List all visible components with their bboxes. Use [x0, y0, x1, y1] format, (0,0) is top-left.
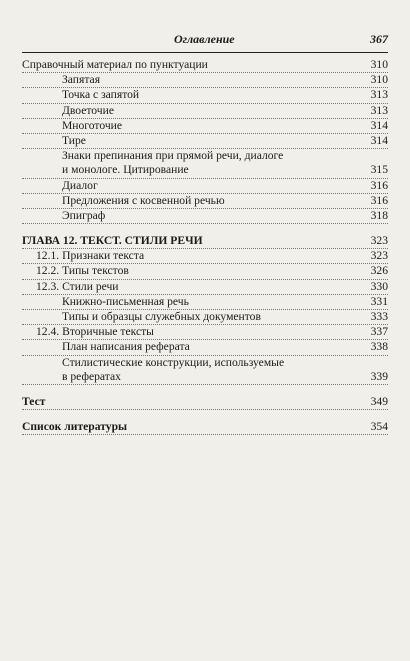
toc-entry-line-1	[22, 149, 388, 163]
toc-entry-label: Знаки препинания при прямой речи, диалоге	[62, 149, 284, 163]
toc-entry-label: Многоточие	[62, 118, 123, 132]
section-gap	[22, 385, 388, 395]
toc-chapter-label: ГЛАВА 12. ТЕКСТ. СТИЛИ РЕЧИ	[22, 234, 203, 248]
toc-entry	[22, 58, 388, 73]
toc-entry-page: 318	[370, 208, 388, 222]
toc-entry	[22, 104, 388, 119]
toc-entry	[22, 295, 388, 310]
toc-entry-label: Стилистические конструкции, используемые	[62, 355, 285, 369]
toc-entry	[22, 325, 388, 340]
toc-entry	[22, 370, 388, 385]
toc-entry-page: 315	[370, 163, 388, 177]
toc-entry	[22, 310, 388, 325]
page-number: 367	[370, 32, 388, 46]
toc-entry	[22, 194, 388, 209]
toc-entry-label: План написания реферата	[62, 340, 190, 354]
toc-entry-page: 354	[370, 420, 388, 434]
toc-entry-page: 337	[370, 325, 388, 339]
toc-entry-label: Точка с запятой	[62, 88, 140, 102]
section-gap	[22, 224, 388, 234]
toc-entry-page: 310	[370, 73, 388, 87]
running-header	[22, 30, 388, 52]
toc-entry	[22, 179, 388, 194]
toc-entry-page: 316	[370, 178, 388, 192]
toc-entry-label: Тире	[62, 133, 86, 147]
toc-entry-label: Книжно-письменная речь	[62, 294, 189, 308]
toc-entry-page: 333	[370, 310, 388, 323]
toc-entry-page: 313	[370, 103, 388, 117]
toc-entry-label: 12.4. Вторичные тексты	[36, 325, 154, 339]
toc-entry	[22, 340, 388, 355]
toc-entry	[22, 280, 388, 295]
toc-entry-page: 313	[370, 88, 388, 102]
toc-entry	[22, 163, 388, 178]
toc-entry-test	[22, 395, 388, 410]
toc-entry-label: Тест	[22, 394, 46, 408]
table-of-contents	[22, 58, 388, 435]
toc-entry-page: 330	[370, 279, 388, 293]
toc-entry	[22, 209, 388, 224]
toc-entry-label: Справочный материал по пунктуации	[22, 58, 208, 71]
toc-entry-page: 314	[370, 133, 388, 147]
toc-entry-label: Предложения с косвенной речью	[62, 193, 225, 207]
toc-entry	[22, 88, 388, 103]
toc-entry-page: 314	[370, 118, 388, 132]
toc-entry-page: 338	[370, 340, 388, 354]
toc-entry-page: 339	[370, 369, 388, 383]
header-rule	[22, 52, 388, 53]
toc-entry-page: 323	[370, 249, 388, 263]
toc-entry-label: в рефератах	[62, 369, 121, 383]
toc-entry-page: 349	[370, 394, 388, 408]
toc-entry-page: 326	[370, 264, 388, 278]
running-header-title: Оглавление	[174, 32, 235, 46]
toc-entry-page: 323	[370, 234, 388, 248]
toc-entry-page: 316	[370, 193, 388, 207]
toc-entry-page: 331	[370, 294, 388, 308]
toc-entry	[22, 119, 388, 134]
toc-entry-label: Двоеточие	[62, 103, 114, 117]
toc-entry-label: Типы и образцы служебных документов	[62, 310, 261, 323]
toc-entry-label: Список литературы	[22, 420, 128, 434]
section-gap	[22, 410, 388, 420]
toc-entry-bibliography	[22, 420, 388, 435]
toc-entry-label: Диалог	[62, 178, 98, 192]
toc-entry	[22, 73, 388, 88]
toc-entry-label: 12.3. Стили речи	[36, 279, 119, 293]
toc-entry	[22, 249, 388, 264]
toc-entry-label: 12.2. Типы текстов	[36, 264, 129, 278]
toc-entry-page: 310	[370, 58, 388, 71]
toc-entry-label: 12.1. Признаки текста	[36, 249, 145, 263]
toc-chapter	[22, 234, 388, 249]
toc-entry	[22, 134, 388, 149]
toc-entry-label: Эпиграф	[62, 208, 106, 222]
toc-entry-line-1	[22, 356, 388, 370]
toc-entry-label: и монологе. Цитирование	[62, 163, 189, 177]
toc-entry-label: Запятая	[62, 73, 101, 87]
toc-entry	[22, 264, 388, 279]
